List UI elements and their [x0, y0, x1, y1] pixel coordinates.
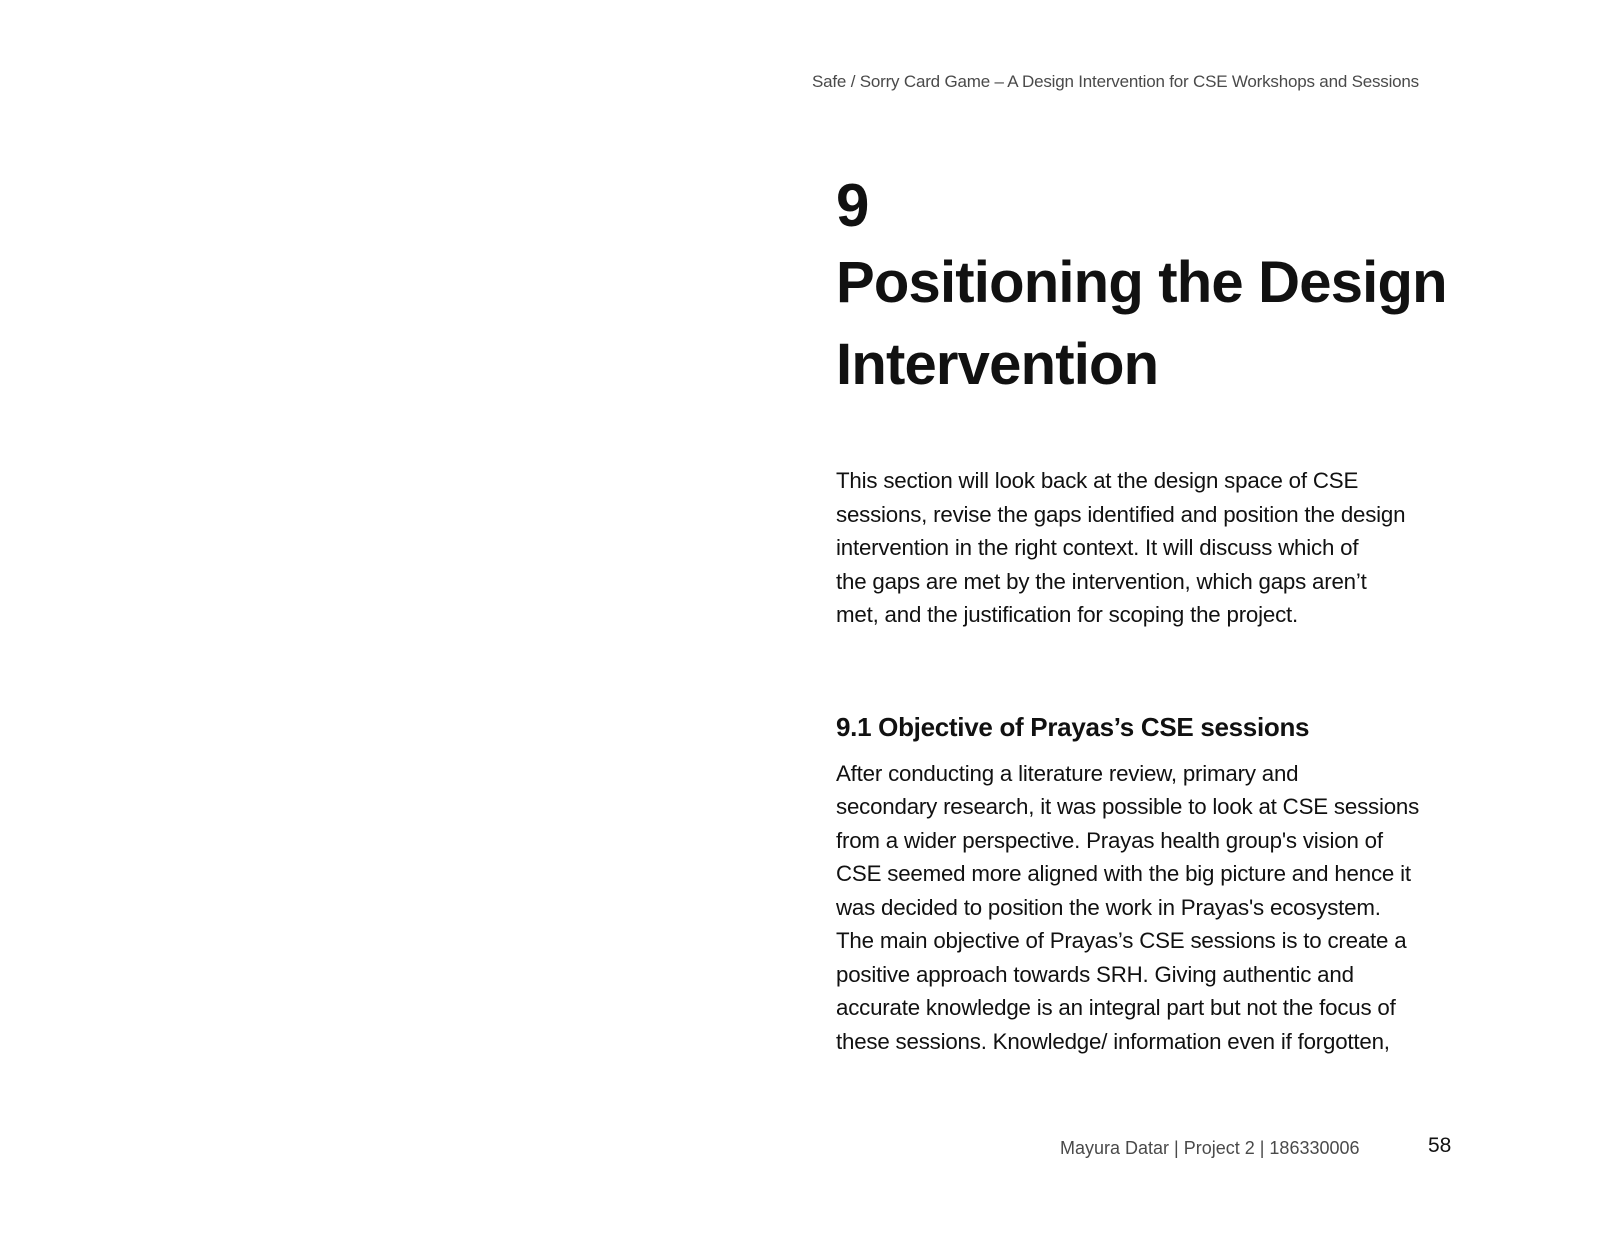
body-line: positive approach towards SRH. Giving authentic and [836, 961, 1354, 987]
body-line: secondary research, it was possible to look at CSE sessions [836, 794, 1420, 819]
chapter-title-line: Intervention [836, 332, 1159, 397]
page-number: 58 [1428, 1134, 1452, 1157]
body-line: accurate knowledge is an integral part but not the focus of [836, 995, 1396, 1020]
chapter-title [836, 242, 1461, 406]
section-body-paragraph [836, 757, 1461, 1059]
intro-line: the gaps are met by the intervention, which gaps aren’t [836, 568, 1367, 594]
body-line: CSE seemed more aligned with the big picture and hence it [836, 861, 1411, 886]
intro-paragraph [836, 464, 1461, 632]
chapter-number: 9 [836, 172, 870, 239]
intro-line: intervention in the right context. It will discuss which of [836, 535, 1359, 560]
body-line: from a wider perspective. Prayas health group's vision of [836, 827, 1383, 853]
body-line: After conducting a literature review, primary and [836, 760, 1299, 786]
page-content [836, 170, 1461, 1080]
chapter-title-line: Positioning the Design [836, 250, 1447, 315]
body-line: The main objective of Prayas’s CSE sessions is to create a [836, 928, 1407, 953]
running-header: Safe / Sorry Card Game – A Design Intervention for CSE Workshops and Sessions [812, 72, 1419, 91]
intro-line: met, and the justification for scoping the project. [836, 602, 1299, 627]
intro-line: sessions, revise the gaps identified and position the design [836, 501, 1406, 527]
body-line: was decided to position the work in Prayas's ecosystem. [836, 894, 1381, 920]
intro-line: This section will look back at the design space of CSE [836, 468, 1359, 493]
body-line: these sessions. Knowledge/ information even if forgotten, [836, 1028, 1390, 1054]
footer-credit: Mayura Datar | Project 2 | 186330006 [1060, 1138, 1360, 1158]
section-heading: 9.1 Objective of Prayas’s CSE sessions [836, 711, 1310, 742]
